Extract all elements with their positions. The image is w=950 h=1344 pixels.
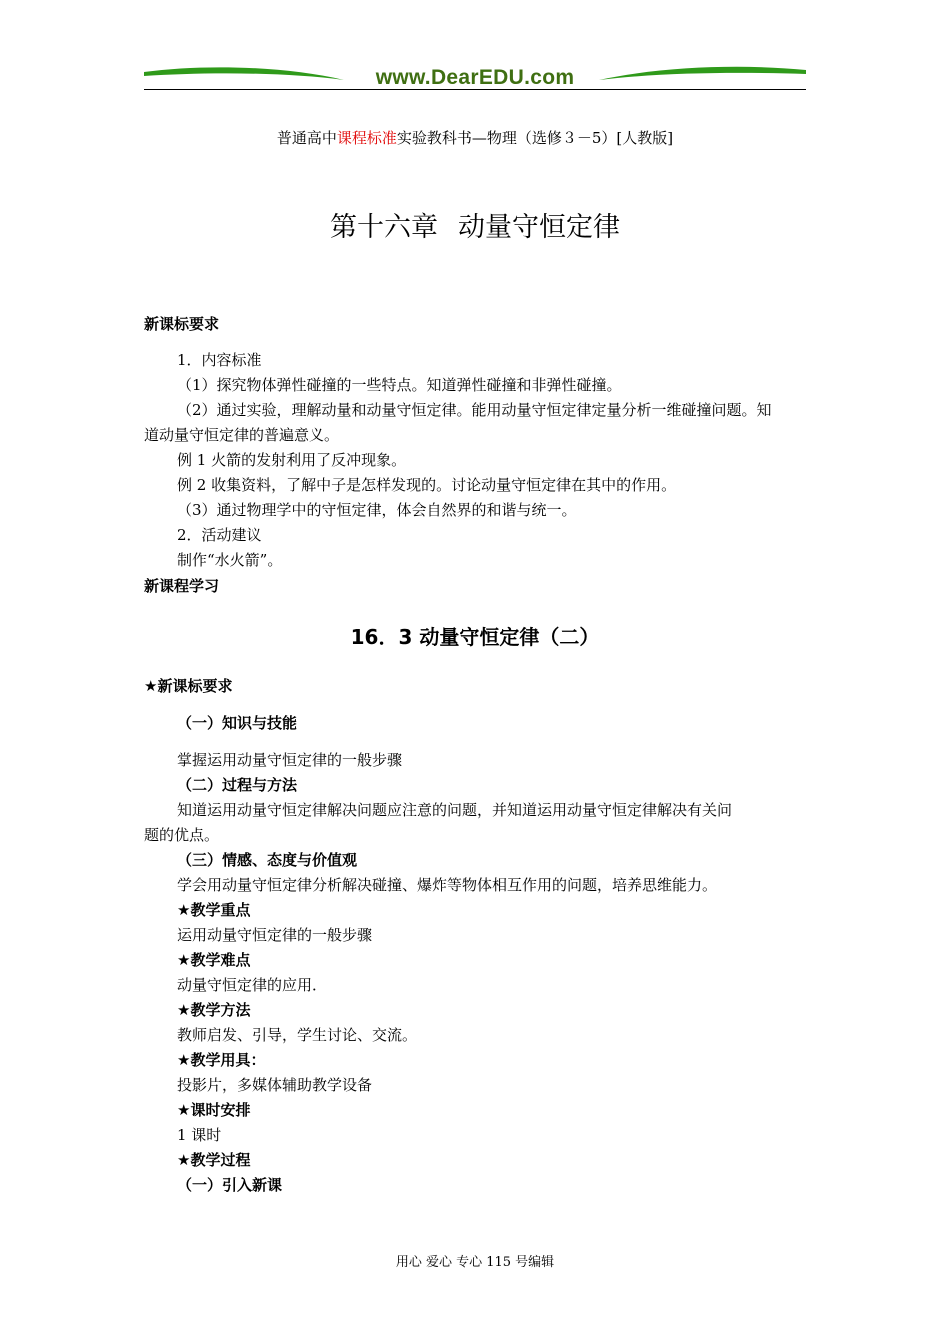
requirement-line: 例 2 收集资料，了解中子是怎样发现的。讨论动量守恒定律在其中的作用。 [177,476,677,494]
method-text: 教师启发、引导，学生讨论、交流。 [177,1026,418,1044]
page-footer: 用心 爱心 专心 115 号编辑 [395,1255,555,1270]
hours-heading: ★课时安排 [177,1101,251,1119]
requirement-line: 例 1 火箭的发射利用了反冲现象。 [177,451,407,469]
chapter-name: 动量守恒定律 [458,212,620,243]
process-heading: （二）过程与方法 [177,776,298,794]
knowledge-text: 掌握运用动量守恒定律的一般步骤 [177,751,403,769]
tools-text: 投影片，多媒体辅助教学设备 [177,1076,373,1094]
book-title-part2: 实验教科书—物理（选修３－5）[人教版] [396,129,674,147]
requirement-line: 2．活动建议 [177,526,262,544]
course-study-heading: 新课程学习 [144,577,220,595]
header-divider [144,89,806,90]
goals-heading: ★新课标要求 [144,677,233,695]
hours-text: 1 课时 [177,1126,222,1144]
process-text: 知道运用动量守恒定律解决问题应注意的问题，并知道运用动量守恒定律解决有关问 [177,801,733,819]
method-heading: ★教学方法 [177,1001,251,1019]
requirement-line: 1．内容标准 [177,351,262,369]
book-title [0,127,950,148]
emotion-text: 学会用动量守恒定律分析解决碰撞、爆炸等物体相互作用的问题，培养思维能力。 [177,876,718,894]
chapter-number: 第十六章 [330,212,438,243]
book-title-highlight: 课程标准 [336,129,397,147]
requirement-line: 制作“水火箭”。 [177,551,283,569]
chapter-title [0,205,950,244]
requirement-line: （3）通过物理学中的守恒定律，体会自然界的和谐与统一。 [177,501,577,519]
requirements-heading: 新课标要求 [144,315,220,333]
teaching-process-heading: ★教学过程 [177,1151,251,1169]
book-title-part1: 普通高中 [276,129,337,147]
process-text: 题的优点。 [144,826,220,844]
key-point-heading: ★教学重点 [177,901,251,919]
tools-heading: ★教学用具： [177,1051,266,1069]
requirement-line: （2）通过实验，理解动量和动量守恒定律。能用动量守恒定律定量分析一维碰撞问题。知 [177,401,772,419]
intro-heading: （一）引入新课 [177,1176,283,1194]
logo-text: www.DearEDU.com [375,66,575,89]
requirement-line: 道动量守恒定律的普遍意义。 [144,426,340,444]
knowledge-heading: （一）知识与技能 [177,714,298,732]
key-point-text: 运用动量守恒定律的一般步骤 [177,926,373,944]
difficulty-text: 动量守恒定律的应用． [177,976,328,994]
requirement-line: （1）探究物体弹性碰撞的一些特点。知道弹性碰撞和非弹性碰撞。 [177,376,622,394]
difficulty-heading: ★教学难点 [177,951,251,969]
section-title: 16．3 动量守恒定律（二） [350,625,600,649]
emotion-heading: （三）情感、态度与价值观 [177,851,358,869]
